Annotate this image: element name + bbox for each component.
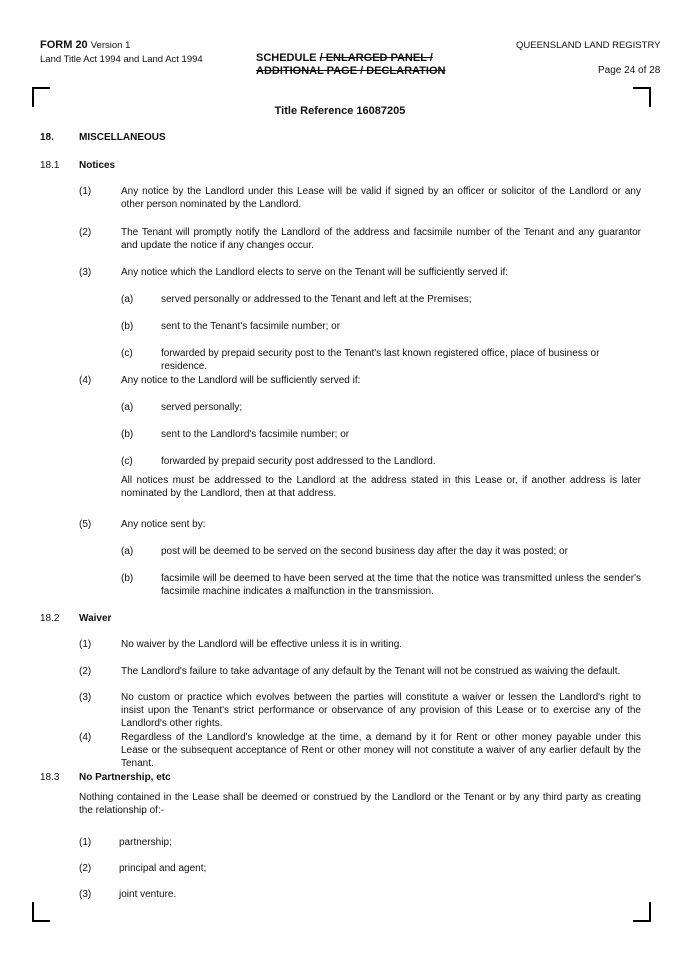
clause-18-1-5-number: (5) xyxy=(79,519,92,530)
section-number: 18. xyxy=(40,132,54,143)
clause-18-1-4-text: Any notice to the Landlord will be sufficiently served if: xyxy=(121,375,361,386)
clause-18-3-1-number: (1) xyxy=(79,837,92,848)
schedule-struck-text-2: ADDITIONAL PAGE / DECLARATION xyxy=(256,65,446,77)
corner-mark-top-right xyxy=(633,87,651,107)
clause-18-1-3-b-number: (b) xyxy=(121,321,134,332)
clause-18-2-1-text: No waiver by the Landlord will be effective unless it is in writing. xyxy=(121,639,403,650)
clause-18-3-2-number: (2) xyxy=(79,863,92,874)
clause-18-1-3-number: (3) xyxy=(79,267,92,278)
clause-18-1-5-b-number: (b) xyxy=(121,573,134,584)
form-number: FORM 20 xyxy=(40,39,88,51)
clause-18-1-title: Notices xyxy=(79,160,116,171)
clause-18-1-3-a-text: served personally or addressed to the Tenant and left at the Premises; xyxy=(161,294,472,305)
clause-18-1-3-c-text: forwarded by prepaid security post to the Tenant's last known registered office, place of business or residence. xyxy=(161,348,600,372)
schedule-heading-line1 xyxy=(256,52,433,64)
clause-18-2-title: Waiver xyxy=(79,613,112,624)
schedule-word: SCHEDULE xyxy=(256,52,317,64)
clause-18-2-2-text: The Landlord's failure to take advantage of any default by the Tenant will not be construed as waiving the default. xyxy=(121,666,621,677)
clause-18-2-3-text: No custom or practice which evolves between the parties will constitute a waiver or lessen the Landlord's right to insist upon the Tenant's strict performance or observance of any provision of this Lease or to exercise any of the Landlord's other rights. xyxy=(121,692,641,729)
clause-18-1-4-a-number: (a) xyxy=(121,402,134,413)
clause-18-3-intro: Nothing contained in the Lease shall be deemed or construed by the Landlord or the Tenant or by any third party as creating the relationship of:- xyxy=(79,792,641,816)
clause-18-2-1-number: (1) xyxy=(79,639,92,650)
clause-18-1-4-c-number: (c) xyxy=(121,456,133,467)
clause-18-1-1-text: Any notice by the Landlord under this Lease will be valid if signed by an officer or solicitor of the Landlord or any other person nominated by the Landlord. xyxy=(121,186,641,210)
corner-mark-bottom-right xyxy=(633,902,651,922)
clause-18-1-3-a-number: (a) xyxy=(121,294,134,305)
clause-18-1-5-b-text: facsimile will be deemed to have been served at the time that the notice was transmitted unless the sender's facsimile machine indicates a malfunction in the transmission. xyxy=(161,573,641,597)
title-reference: Title Reference 16087205 xyxy=(274,105,406,117)
clause-18-2-2-number: (2) xyxy=(79,666,92,677)
clause-18-2-4-text: Regardless of the Landlord's knowledge at the time, a demand by it for Rent or other money payable under this Lease or the subsequent acceptance of Rent or other money will not constitute a waiver of any earlier default by the Tenant. xyxy=(121,732,641,769)
clause-18-3-3-text: joint venture. xyxy=(119,889,177,900)
clause-18-3-3-number: (3) xyxy=(79,889,92,900)
form-title xyxy=(40,39,130,51)
clause-18-1-5-a-number: (a) xyxy=(121,546,134,557)
clause-18-1-2-number: (2) xyxy=(79,227,92,238)
registry-name: QUEENSLAND LAND REGISTRY xyxy=(516,40,661,51)
clause-18-3-number: 18.3 xyxy=(40,772,60,783)
clause-18-1-5-text: Any notice sent by: xyxy=(121,519,206,530)
section-title: MISCELLANEOUS xyxy=(79,132,166,143)
clause-18-1-3-b-text: sent to the Tenant's facsimile number; or xyxy=(161,321,341,332)
form-version: Version 1 xyxy=(90,40,131,51)
corner-mark-bottom-left xyxy=(32,902,50,922)
clause-18-3-title: No Partnership, etc xyxy=(79,772,171,783)
acts-line: Land Title Act 1994 and Land Act 1994 xyxy=(40,54,203,65)
clause-18-1-4-c-text: forwarded by prepaid security post addressed to the Landlord. xyxy=(161,456,436,467)
clause-18-1-4-number: (4) xyxy=(79,375,92,386)
clause-18-1-4-b-text: sent to the Landlord's facsimile number; or xyxy=(161,429,350,440)
clause-18-1-3-text: Any notice which the Landlord elects to serve on the Tenant will be sufficiently served if: xyxy=(121,267,509,278)
clause-18-1-number: 18.1 xyxy=(40,160,60,171)
clause-18-1-5-a-text: post will be deemed to be served on the second business day after the day it was posted; or xyxy=(161,546,568,557)
clause-18-2-number: 18.2 xyxy=(40,613,60,624)
clause-18-3-1-text: partnership; xyxy=(119,837,172,848)
clause-18-2-3-number: (3) xyxy=(79,692,92,703)
clause-18-1-4-b-number: (b) xyxy=(121,429,134,440)
clause-18-1-4-a-text: served personally; xyxy=(161,402,243,413)
clause-18-1-1-number: (1) xyxy=(79,186,92,197)
clause-18-2-4-number: (4) xyxy=(79,732,92,743)
clause-18-1-2-text: The Tenant will promptly notify the Landlord of the address and facsimile number of the Tenant and any guarantor and update the notice if any changes occur. xyxy=(121,227,641,251)
clause-18-1-4-note: All notices must be addressed to the Landlord at the address stated in this Lease or, if another address is later nominated by the Landlord, then at that address. xyxy=(121,475,641,499)
corner-mark-top-left xyxy=(32,87,50,107)
clause-18-1-3-c-number: (c) xyxy=(121,348,133,359)
schedule-struck-text-1: / ENLARGED PANEL / xyxy=(319,52,433,64)
clause-18-3-2-text: principal and agent; xyxy=(119,863,207,874)
page-number: Page 24 of 28 xyxy=(598,65,661,76)
